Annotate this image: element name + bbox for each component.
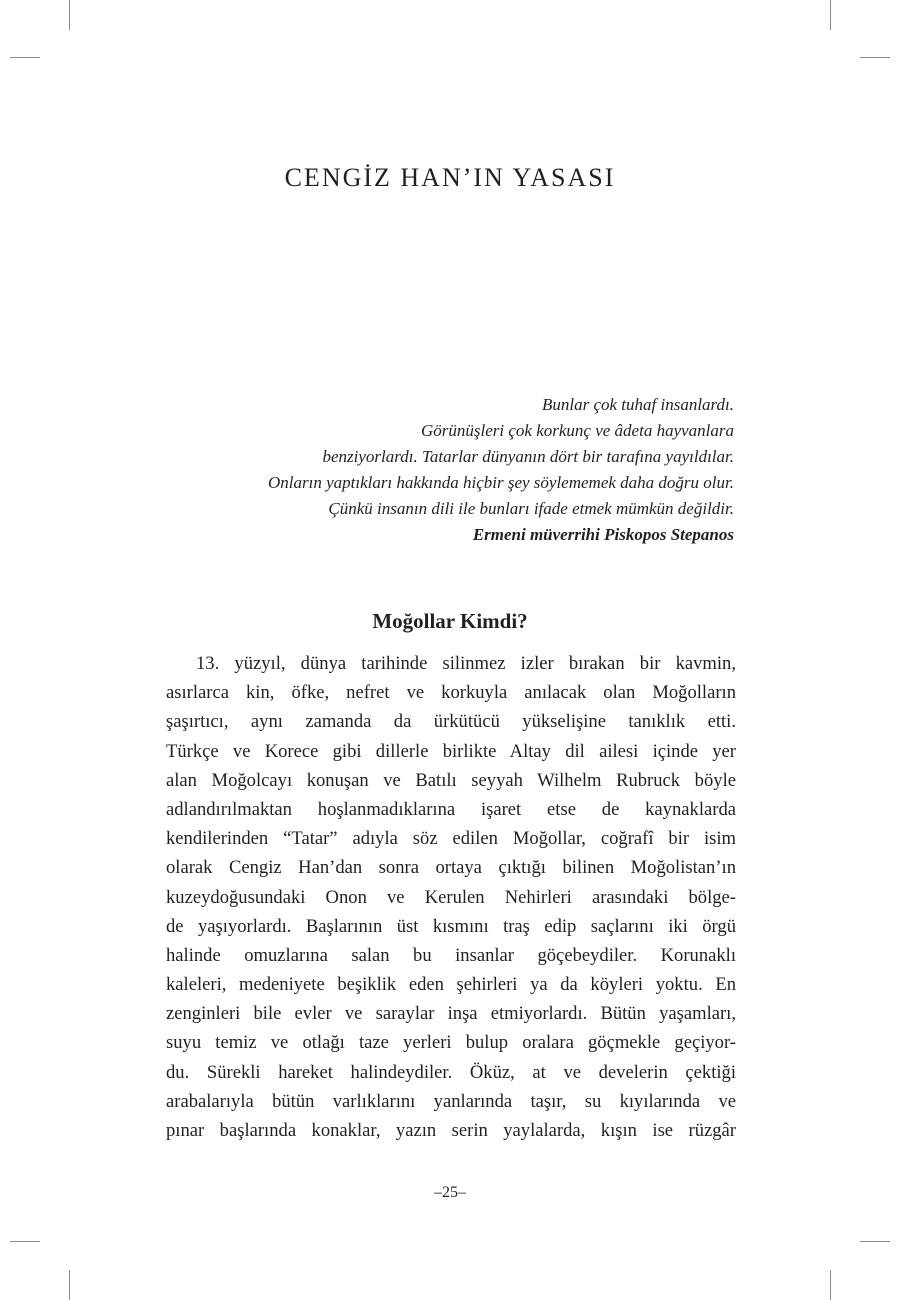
paragraph-line: adlandırılmaktan hoşlanmadıklarına işaret etse de kaynaklarda [166, 798, 736, 820]
epigraph-line: benziyorlardı. Tatarlar dünyanın dört bir tarafına yayıldılar. [322, 446, 734, 466]
paragraph-line: kendilerinden “Tatar” adıyla söz edilen Moğollar, coğrafî bir isim [166, 828, 736, 850]
epigraph-line: Bunlar çok tuhaf insanlardı. [541, 395, 734, 414]
paragraph-line: de yaşıyorlardı. Başlarının üst kısmını traş edip saçlarını iki örgü [166, 915, 736, 937]
crop-mark-bottom-right [830, 1270, 831, 1300]
paragraph-line: alan Moğolcayı konuşan ve Batılı seyyah Wilhelm Rubruck böyle [166, 769, 736, 791]
paragraph-line: du. Sürekli hareket halindeydiler. Öküz, at ve develerin çektiği [166, 1061, 736, 1083]
section-heading: Moğollar Kimdi? [372, 609, 528, 633]
crop-mark-left-top [10, 57, 40, 58]
paragraph-line: pınar başlarında konaklar, yazın serin yaylalarda, kışın ise rüzgâr [166, 1120, 736, 1141]
chapter-title: CENGİZ HAN’IN YASASI [284, 163, 616, 192]
epigraph-line: Çünkü insanın dili ile bunları ifade etmek mümkün değildir. [328, 498, 734, 518]
paragraph-line: arabalarıyla bütün varlıklarını yanlarında taşır, su kıyılarında ve [166, 1090, 736, 1112]
crop-mark-top-left [69, 0, 70, 30]
paragraph-line: kaleleri, medeniyete beşiklik eden şehirleri ya da köyleri yoktu. En [166, 974, 736, 996]
paragraph-line: zenginleri bile evler ve saraylar inşa etmiyorlardı. Bütün yaşamları, [166, 1003, 736, 1025]
crop-mark-top-right [830, 0, 831, 30]
crop-mark-right-bottom [860, 1241, 890, 1242]
body-paragraph [166, 649, 736, 1145]
paragraph-line: şaşırtıcı, aynı zamanda da ürkütücü yükselişine tanıklık etti. [166, 711, 736, 733]
paragraph-line: 13. yüzyıl, dünya tarihinde silinmez izler bırakan bir kavmin, [196, 653, 736, 674]
paragraph-line: suyu temiz ve otlağı taze yerleri bulup oralara göçmekle geçiyor- [166, 1032, 736, 1054]
epigraph-attribution: Ermeni müverrihi Piskopos Stepanos [472, 524, 734, 544]
epigraph [134, 392, 734, 547]
paragraph-line: halinde omuzlarına salan bu insanlar göçebeydiler. Korunaklı [166, 944, 736, 966]
epigraph-line: Görünüşleri çok korkunç ve âdeta hayvanlara [421, 420, 734, 440]
paragraph-line: Türkçe ve Korece gibi dillerle birlikte Altay dil ailesi içinde yer [166, 740, 736, 762]
paragraph-line: olarak Cengiz Han’dan sonra ortaya çıktığı bilinen Moğolistan’ın [166, 857, 736, 879]
page-number: –25– [434, 1184, 466, 1201]
crop-mark-right-top [860, 57, 890, 58]
epigraph-line: Onların yaptıkları hakkında hiçbir şey söylememek daha doğru olur. [267, 472, 734, 492]
crop-mark-bottom-left [69, 1270, 70, 1300]
paragraph-line: kuzeydoğusundaki Onon ve Kerulen Nehirleri arasındaki bölge- [166, 886, 736, 908]
crop-mark-left-bottom [10, 1241, 40, 1242]
paragraph-line: asırlarca kin, öfke, nefret ve korkuyla anılacak olan Moğolların [166, 682, 736, 704]
